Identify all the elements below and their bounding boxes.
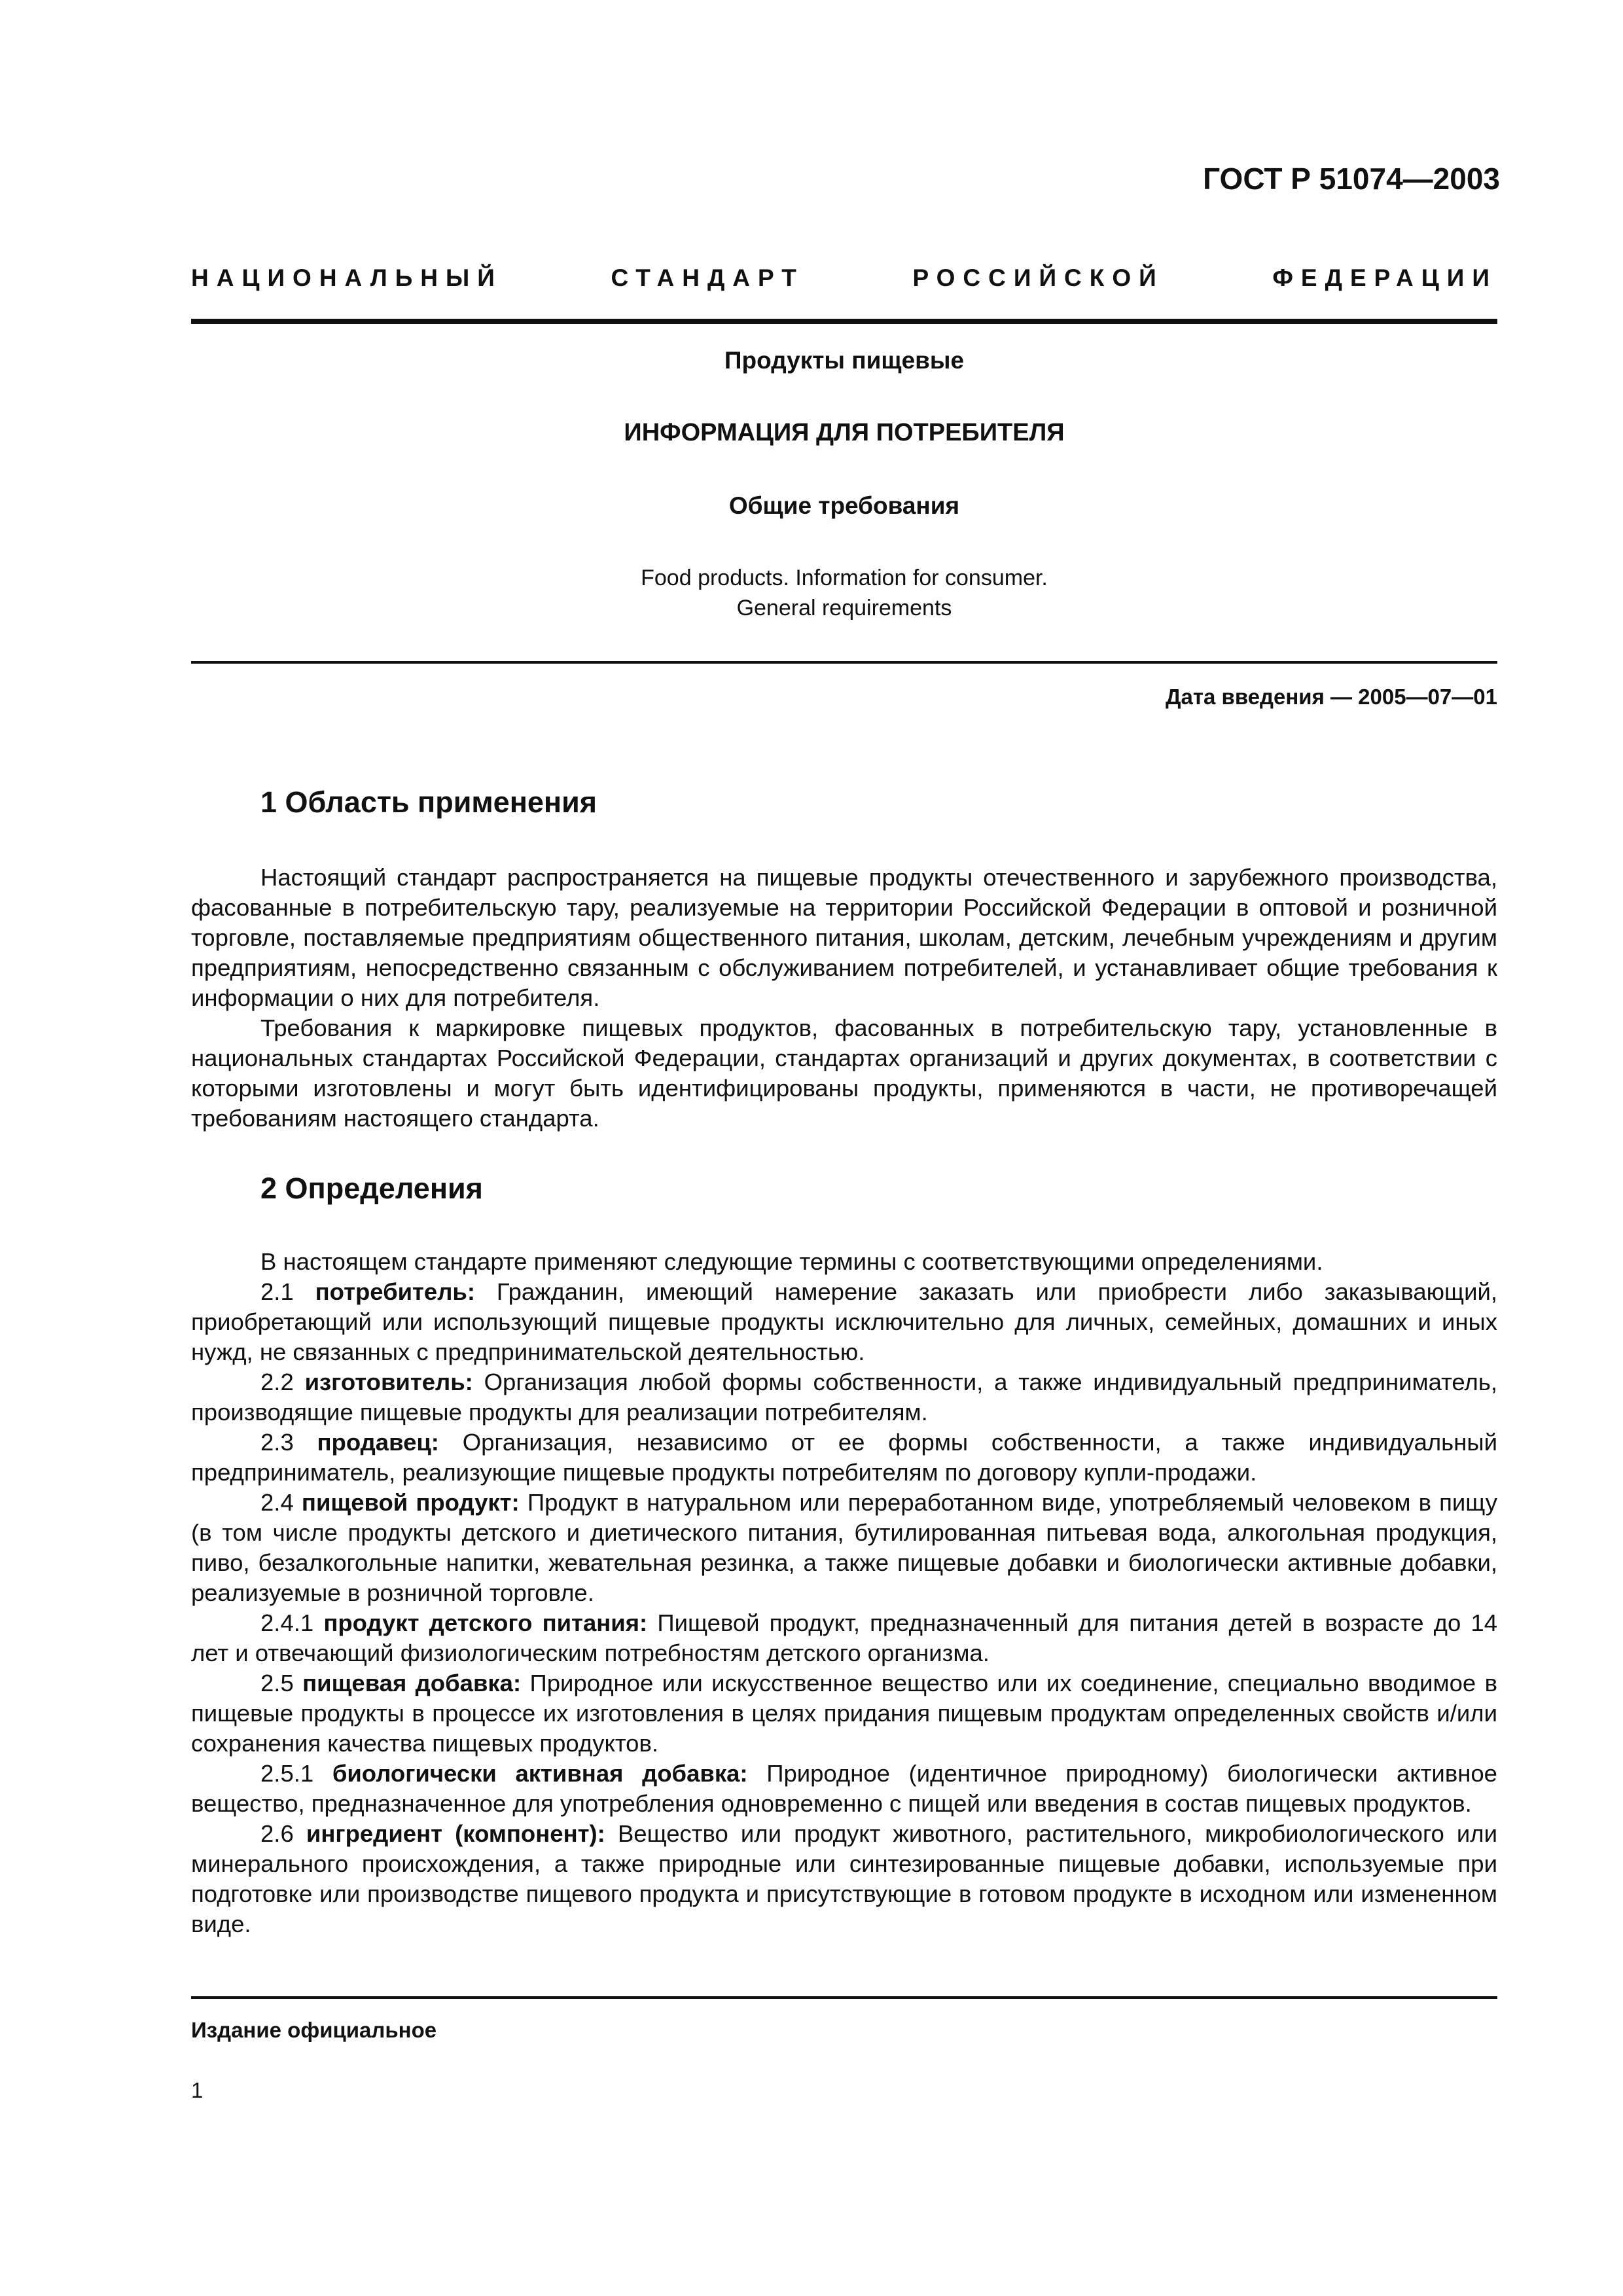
definition-text: Организация любой формы собственности, а также индивидуальный предприниматель, производящие пищевые продукты для реализации потребителям. <box>191 1369 1497 1426</box>
paragraph: В настоящем стандарте применяют следующие термины с соответствующими определениями. <box>260 1248 1323 1275</box>
title-product-group: Продукты пищевые <box>724 347 965 374</box>
definition-item <box>191 1819 1497 1939</box>
introduction-date: Дата введения — 2005—07—01 <box>1166 685 1497 709</box>
section-body <box>191 863 1497 1134</box>
definition-term: изготовитель: <box>304 1369 473 1395</box>
title-subtitle: Общие требования <box>728 492 960 519</box>
definition-text: Гражданин, имеющий намерение заказать или приобрести либо заказывающий, приобретающий или использующий пищевые продукты исключительно для личных, семейных, домашних и иных нужд, не связанных с предпринимательской деятельностью. <box>191 1278 1497 1365</box>
definition-number: 2.3 <box>260 1429 294 1456</box>
footer-rule <box>191 1996 1497 1999</box>
definition-term: ингредиент (компонент): <box>306 1820 605 1847</box>
definition-number: 2.5 <box>260 1670 294 1696</box>
definition-text: Природное или искусственное вещество или их соединение, специально вводимое в пищевые продукты в процессе их изготовления в целях придания пищевым продуктам определенных свойств и/или сохранения качества пищевых продуктов. <box>191 1670 1497 1757</box>
definitions-body <box>191 1247 1497 1939</box>
banner-word: РОССИЙСКОЙ <box>912 264 1164 291</box>
banner-word: ФЕДЕРАЦИИ <box>1272 264 1497 291</box>
title-main: ИНФОРМАЦИЯ ДЛЯ ПОТРЕБИТЕЛЯ <box>624 419 1065 446</box>
definition-item <box>191 1427 1497 1488</box>
definition-term: биологически активная добавка: <box>332 1760 748 1787</box>
definition-term: потребитель: <box>315 1278 476 1305</box>
banner-word: НАЦИОНАЛЬНЫЙ <box>191 264 503 291</box>
definition-text: Природное (идентичное природному) биологически активное вещество, предназначенное для употребления одновременно с пищей или введения в состав пищевых продуктов. <box>191 1760 1497 1817</box>
definition-number: 2.5.1 <box>260 1760 314 1787</box>
national-standard-banner <box>191 264 1497 292</box>
definition-text: Продукт в натуральном или переработанном виде, употребляемый человеком в пищу (в том числе продукты детского и диетического питания, бутилированная питьевая вода, алкогольная продукция, пиво, безалкогольные напитки, жевательная резинка, а также пищевые добавки и биологически активные добавки, реализуемые в розничной торговле. <box>191 1489 1497 1606</box>
definition-text: Пищевой продукт, предназначенный для питания детей в возрасте до 14 лет и отвечающий физиологическим потребностям детского организма. <box>191 1609 1497 1666</box>
definition-term: продавец: <box>317 1429 439 1456</box>
definition-text: Вещество или продукт животного, растительного, микробиологического или минерального происхождения, а также природные или синтезированные пищевые добавки, используемые при подготовке или производстве пищевого продукта и присутствующие в готовом продукте в исходном или измененном виде. <box>191 1820 1497 1937</box>
paragraph: Требования к маркировке пищевых продуктов, фасованных в потребительскую тару, установленные в национальных стандартах Российской Федерации, стандартах организаций и других документах, в соответствии с которыми изготовлены и могут быть идентифицированы продукты, применяются в части, не противоречащей требованиям настоящего стандарта. <box>191 1014 1497 1132</box>
section-heading: 2 Определения <box>260 1172 483 1205</box>
definition-text: Организация, независимо от ее формы собственности, а также индивидуальный предприниматель, реализующие пищевые продукты потребителям по договору купли-продажи. <box>191 1429 1497 1486</box>
banner-word: СТАНДАРТ <box>611 264 804 291</box>
definition-item <box>191 1277 1497 1367</box>
definition-term: продукт детского питания: <box>323 1609 648 1636</box>
definition-number: 2.6 <box>260 1820 294 1847</box>
definition-item <box>191 1608 1497 1668</box>
definition-number: 2.1 <box>260 1278 294 1305</box>
section-heading: 1 Область применения <box>260 785 597 819</box>
definition-item <box>191 1668 1497 1759</box>
page-number: 1 <box>191 2078 204 2102</box>
official-edition-label: Издание официальное <box>191 2018 437 2042</box>
title-english-line1: Food products. Information for consumer. <box>641 565 1048 590</box>
title-english-line2: General requirements <box>736 596 952 620</box>
paragraph: Настоящий стандарт распространяется на пищевые продукты отечественного и зарубежного производства, фасованные в потребительскую тару, реализуемые на территории Российской Федерации в оптовой и розничной торговле, поставляемые предприятиям общественного питания, школам, детским, лечебным учреждениям и другим предприятиям, непосредственно связанным с обслуживанием потребителей, и устанавливает общие требования к информации о них для потребителя. <box>191 864 1497 1011</box>
document-code: ГОСТ Р 51074—2003 <box>1203 162 1500 196</box>
definition-item <box>191 1367 1497 1427</box>
definition-number: 2.4.1 <box>260 1609 314 1636</box>
definition-number: 2.2 <box>260 1369 294 1395</box>
definition-number: 2.4 <box>260 1489 294 1516</box>
definition-item <box>191 1488 1497 1608</box>
definition-item <box>191 1759 1497 1819</box>
definition-term: пищевая добавка: <box>302 1670 522 1696</box>
header-rule <box>191 319 1497 324</box>
title-rule <box>191 661 1497 664</box>
definition-term: пищевой продукт: <box>301 1489 520 1516</box>
